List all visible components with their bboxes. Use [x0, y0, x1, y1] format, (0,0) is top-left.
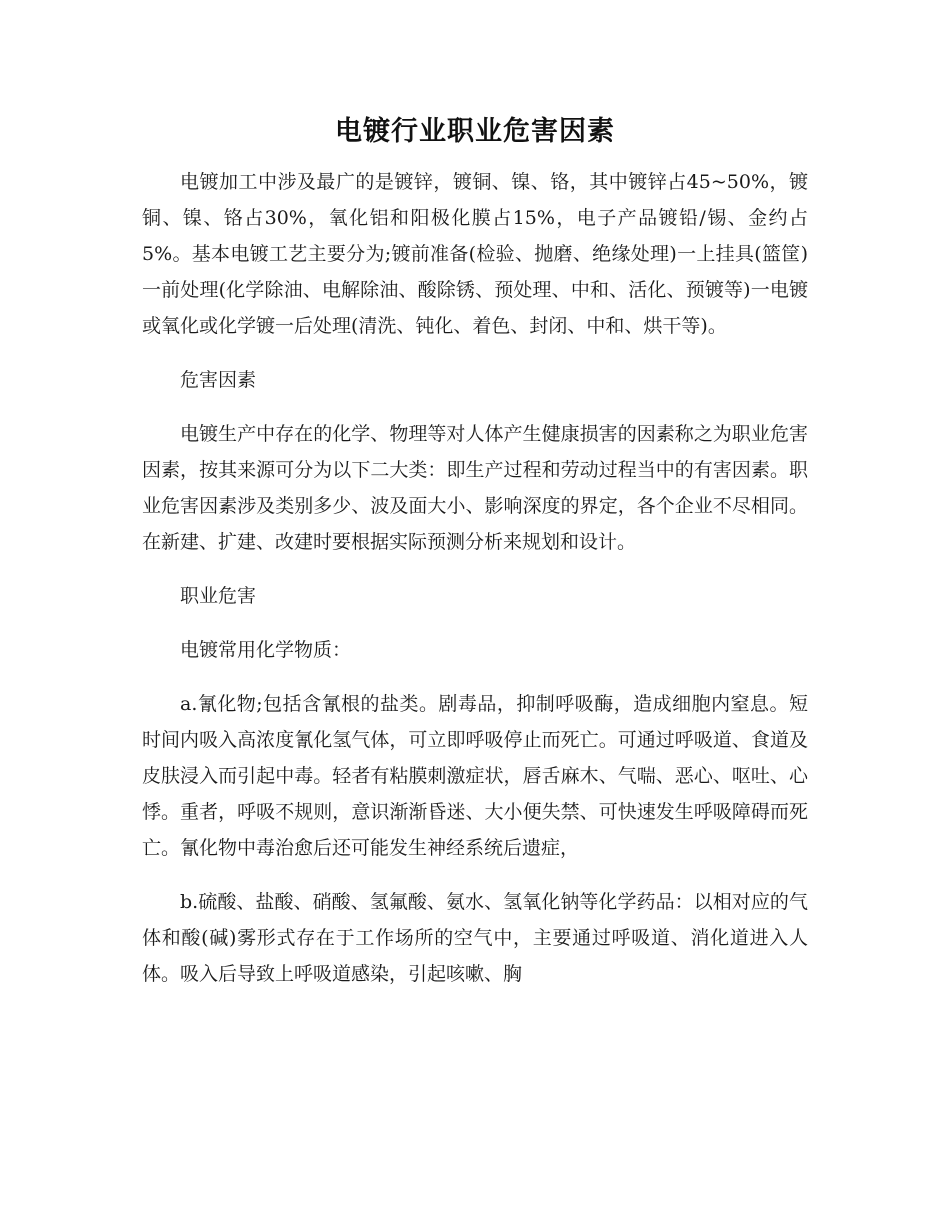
- paragraph-acids-alkalis: b.硫酸、盐酸、硝酸、氢氟酸、氨水、氢氧化钠等化学药品：以相对应的气体和酸(碱)雾形式存在于工作场所的空气中，主要通过呼吸道、消化道进入人体。吸入后导致上呼吸道感染，引起咳嗽、胸: [142, 891, 808, 985]
- paragraph-cyanide: a.氰化物;包括含氰根的盐类。剧毒品，抑制呼吸酶，造成细胞内窒息。短时间内吸入高浓度氰化氢气体，可立即呼吸停止而死亡。可通过呼吸道、食道及皮肤浸入而引起中毒。轻者有粘膜刺激症状，唇舌麻木、气喘、恶心、呕吐、心悸。重者，呼吸不规则，意识渐渐昏迷、大小便失禁、可快速发生呼吸障碍而死亡。氰化物中毒治愈后还可能发生神经系统后遗症，: [142, 693, 808, 859]
- paragraph-chemicals-intro: 电镀常用化学物质：: [180, 639, 352, 661]
- document-body: [142, 164, 808, 1010]
- paragraph-process-overview: 电镀加工中涉及最广的是镀锌，镀铜、镍、铬，其中镀锌占45~50%，镀铜、镍、铬占30%，氧化铝和阳极化膜占15%，电子产品镀铅/锡、金约占5%。基本电镀工艺主要分为;镀前准备(检验、抛磨、绝缘处理)一上挂具(篮筐)一前处理(化学除油、电解除油、酸除锈、预处理、中和、活化、预镀等)一电镀或氧化或化学镀一后处理(清洗、钝化、着色、封闭、中和、烘干等)。: [142, 171, 808, 337]
- section-heading-hazard-factors: 危害因素: [180, 369, 257, 391]
- document-title: 电镀行业职业危害因素: [335, 116, 615, 147]
- paragraph-hazard-definition: 电镀生产中存在的化学、物理等对人体产生健康损害的因素称之为职业危害因素，按其来源可分为以下二大类：即生产过程和劳动过程当中的有害因素。职业危害因素涉及类别多少、波及面大小、影响深度的界定，各个企业不尽相同。在新建、扩建、改建时要根据实际预测分析来规划和设计。: [142, 423, 808, 553]
- section-heading-occupational-hazards: 职业危害: [180, 585, 257, 607]
